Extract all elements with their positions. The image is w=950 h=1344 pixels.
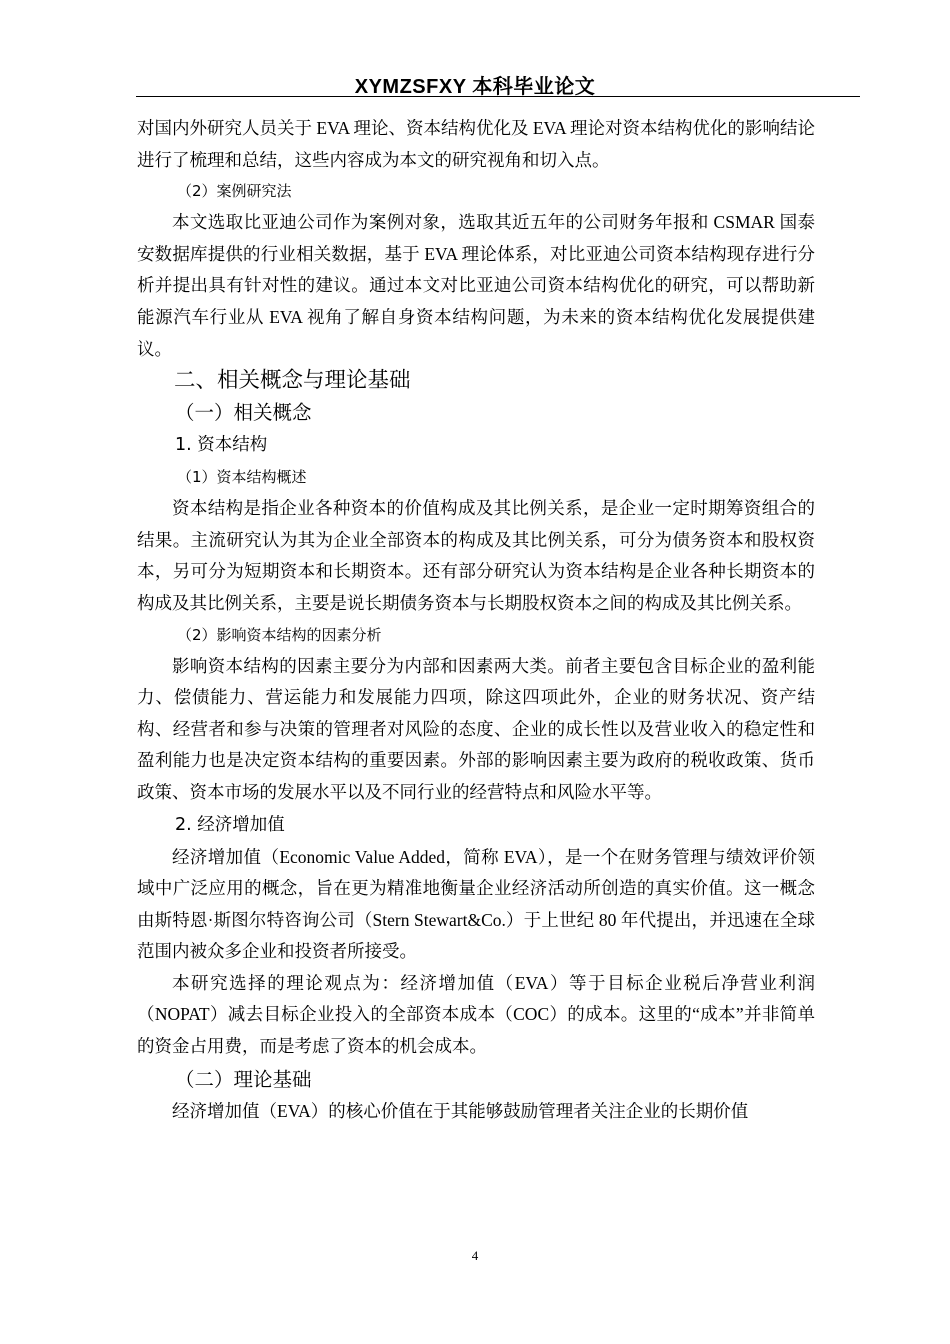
paragraph-case-study: 本文选取比亚迪公司作为案例对象，选取其近五年的公司财务年报和 CSMAR 国泰安数据库提供的行业相关数据，基于 EVA 理论体系，对比亚迪公司资本结构现存进行分析并提出具有针对性的建议。通过本文对比亚迪公司资本结构优化的研究，可以帮助新能源汽车行业从 EVA 视角了解自身资本结构问题，为未来的资本结构优化发展提供建议。 (137, 212, 815, 359)
subsection-heading-capital-structure: 1. 资本结构 (175, 435, 268, 456)
subheading-capital-structure-factors: （2）影响资本结构的因素分析 (177, 625, 382, 644)
paragraph-research-review: 对国内外研究人员关于 EVA 理论、资本结构优化及 EVA 理论对资本结构优化的影响结论进行了梳理和总结，这些内容成为本文的研究视角和切入点。 (137, 118, 815, 170)
paragraph-eva-core-value: 经济增加值（EVA）的核心价值在于其能够鼓励管理者关注企业的长期价值 (172, 1100, 749, 1121)
subsection-heading-eva: 2. 经济增加值 (175, 814, 285, 835)
paragraph-capital-structure-factors: 影响资本结构的因素主要分为内部和因素两大类。前者主要包含目标企业的盈利能力、偿债能力、营运能力和发展能力四项，除这四项此外，企业的财务状况、资产结构、经营者和参与决策的管理者对风险的态度、企业的成长性以及营业收入的稳定性和盈利能力也是决定资本结构的重要因素。外部的影响因素主要为政府的税收政策、货币政策、资本市场的发展水平以及不同行业的经营特点和风险水平等。 (137, 655, 815, 802)
section-heading-theoretical-basis: （二）理论基础 (175, 1067, 312, 1091)
subheading-case-study-method: （2）案例研究法 (177, 182, 292, 201)
paragraph-eva-definition: 经济增加值（Economic Value Added，简称 EVA），是一个在财务管理与绩效评价领域中广泛应用的概念，旨在更为精准地衡量企业经济活动所创造的真实价值。这一概念由斯特恩·斯图尔特咨询公司（Stern Stewart&Co.）于上世纪 80 年代提出，并迅速在全球范围内被众多企业和投资者所接受。 (137, 846, 815, 962)
page-number: 4 (471, 1248, 479, 1263)
page-body (137, 113, 815, 1127)
paragraph-eva-formula: 本研究选择的理论观点为：经济增加值（EVA）等于目标企业税后净营业利润（NOPAT）减去目标企业投入的全部资本成本（COC）的成本。这里的“成本”并非简单的资金占用费，而是考虑了资本的机会成本。 (137, 972, 815, 1057)
subheading-capital-structure-overview: （1）资本结构概述 (177, 468, 307, 487)
section-heading-related-concepts: （一）相关概念 (175, 401, 312, 425)
running-header-title: XYMZSFXY 本科毕业论文 (354, 76, 596, 98)
chapter-heading-concepts-theory: 二、相关概念与理论基础 (174, 368, 411, 394)
paragraph-capital-structure-definition: 资本结构是指企业各种资本的价值构成及其比例关系，是企业一定时期筹资组合的结果。主流研究认为其为企业全部资本的构成及其比例关系，可分为债务资本和股权资本，另可分为短期资本和长期资本。还有部分研究认为资本结构是企业各种长期资本的构成及其比例关系，主要是说长期债务资本与长期股权资本之间的构成及其比例关系。 (137, 498, 815, 613)
header-divider (136, 96, 860, 97)
